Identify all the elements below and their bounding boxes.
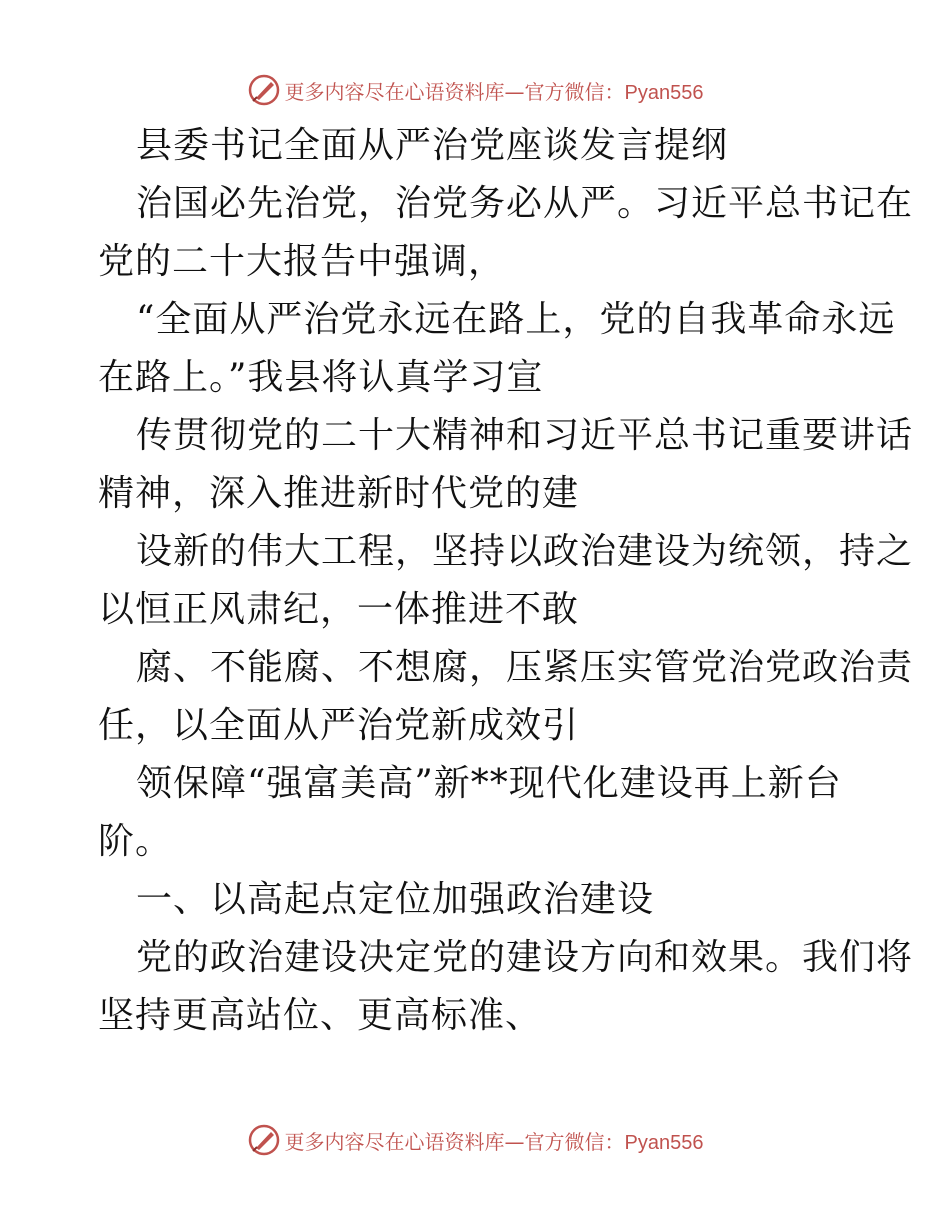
- paragraph-line: 任，以全面从严治党新成效引: [98, 705, 580, 746]
- footer-banner-text: 更多内容尽在心语资料库—官方微信：Pyan556: [284, 1129, 704, 1154]
- paragraph-line: 治国必先治党，治党务必从严。习近平总书记在: [136, 183, 914, 224]
- document-body: [98, 117, 914, 1045]
- footer-watermark-banner: [0, 1120, 950, 1160]
- paragraph-line: “全面从严治党永远在路上，党的自我革命永远: [136, 299, 896, 340]
- header-banner-text: 更多内容尽在心语资料库—官方微信：Pyan556: [284, 79, 704, 104]
- paragraph-line: 传贯彻党的二十大精神和习近平总书记重要讲话: [136, 415, 914, 456]
- paragraph-line: 领保障“强富美高”新**现代化建设再上新台: [136, 763, 842, 804]
- paragraph-line: 坚持更高站位、更高标准、: [98, 995, 543, 1036]
- paragraph-line: 设新的伟大工程，坚持以政治建设为统领，持之: [136, 531, 914, 572]
- paragraph-line: 腐、不能腐、不想腐，压紧压实管党治党政治责: [136, 647, 914, 688]
- paragraph-line: 党的政治建设决定党的建设方向和效果。我们将: [136, 937, 914, 978]
- document-title: 县委书记全面从严治党座谈发言提纲: [136, 125, 729, 166]
- header-watermark-banner: [0, 70, 950, 110]
- paragraph-line: 党的二十大报告中强调，: [98, 241, 506, 282]
- quill-pen-logo-icon: [247, 1123, 281, 1157]
- paragraph-line: 精神，深入推进新时代党的建: [98, 473, 580, 514]
- paragraph-line: 在路上。”我县将认真学习宣: [98, 357, 544, 398]
- section-heading: 一、以高起点定位加强政治建设: [136, 879, 655, 920]
- paragraph-line: 以恒正风肃纪，一体推进不敢: [98, 589, 580, 630]
- quill-pen-logo-icon: [247, 73, 281, 107]
- paragraph-line: 阶。: [98, 821, 173, 862]
